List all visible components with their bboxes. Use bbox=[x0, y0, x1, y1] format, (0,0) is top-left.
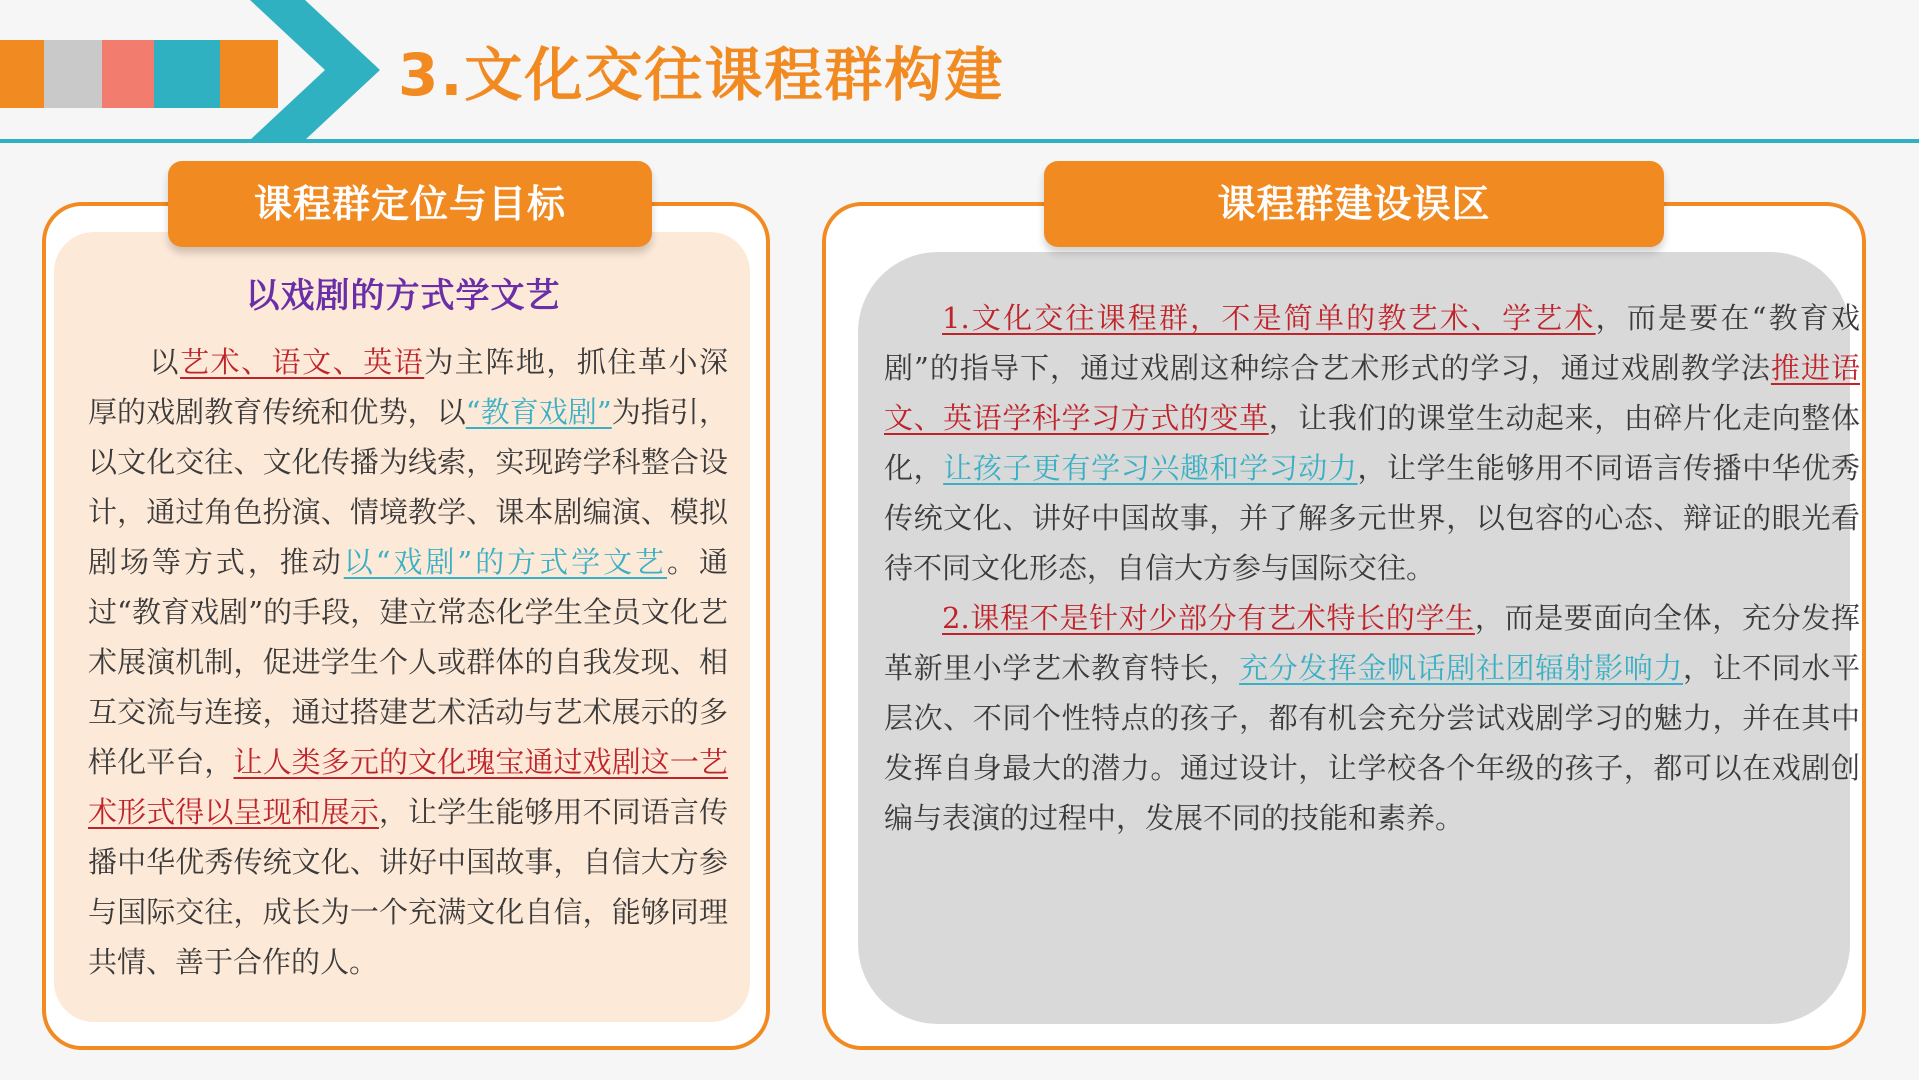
highlight-red: 艺术、语文、英语 bbox=[180, 345, 425, 379]
text-run: ，让不同水平层次、不同个性特点的孩子，都有机会充分尝试戏剧学习的魅力，并在其中发挥自身最大的潜力。通过设计，让学校各个年级的孩子，都可以在戏剧创编与表演的过程中，发展不同的技能和素养。 bbox=[884, 651, 1860, 835]
highlight-red: 2.课程不是针对少部分有艺术特长的学生 bbox=[942, 601, 1475, 635]
chevron-arrow-icon bbox=[250, 0, 390, 140]
right-panel-body bbox=[884, 293, 1860, 843]
text-run: 以 bbox=[148, 345, 181, 379]
left-panel-subtitle: 以戏剧的方式学文艺 bbox=[245, 276, 561, 316]
strip-salmon bbox=[102, 40, 154, 108]
highlight-red: 推进语文、英语学科学习方式的变革 bbox=[884, 351, 1860, 435]
strip-orange-1 bbox=[0, 40, 44, 108]
right-panel-header: 课程群建设误区 bbox=[1044, 161, 1664, 247]
strip-teal bbox=[154, 40, 220, 108]
color-strip bbox=[0, 40, 278, 108]
text-run: ，而是要在“教育戏剧”的指导下，通过戏剧这种综合艺术形式的学习，通过戏剧教学法 bbox=[884, 301, 1860, 385]
highlight-blue: 让孩子更有学习兴趣和学习动力 bbox=[943, 451, 1358, 485]
strip-gray bbox=[44, 40, 102, 108]
text-run: 为指引，以文化交往、文化传播为线索，实现跨学科整合设计，通过角色扮演、情境教学、课本剧编演、模拟剧场等方式，推动 bbox=[88, 395, 728, 579]
text-run: ，让学生能够用不同语言传播中华优秀传统文化、讲好中国故事，并了解多元世界，以包容的心态、辩证的眼光看待不同文化形态，自信大方参与国际交往。 bbox=[884, 451, 1860, 585]
text-run: 。通过“教育戏剧”的手段，建立常态化学生全员文化艺术展演机制，促进学生个人或群体的自我发现、相互交流与连接，通过搭建艺术活动与艺术展示的多样化平台， bbox=[88, 545, 728, 779]
text-run: 为主阵地，抓住革小深厚的戏剧教育传统和优势，以 bbox=[88, 345, 728, 429]
highlight-red: 1.文化交往课程群，不是简单的教艺术、学艺术 bbox=[942, 301, 1596, 335]
left-panel-header: 课程群定位与目标 bbox=[168, 161, 652, 247]
highlight-blue: 充分发挥金帆话剧社团辐射影响力 bbox=[1239, 651, 1683, 685]
header-divider bbox=[0, 139, 1919, 143]
highlight-red: 让人类多元的文化瑰宝通过戏剧这一艺术形式得以呈现和展示 bbox=[88, 745, 728, 829]
text-run: ，而是要面向全体，充分发挥革新里小学艺术教育特长， bbox=[884, 601, 1860, 685]
page-title: 3.文化交往课程群构建 bbox=[398, 41, 1005, 109]
misconception-paragraph-2 bbox=[884, 593, 1860, 843]
highlight-blue: “教育戏剧” bbox=[465, 395, 612, 429]
misconception-paragraph-1 bbox=[884, 293, 1860, 593]
text-run: ，让我们的课堂生动起来，由碎片化走向整体化， bbox=[884, 401, 1860, 485]
text-run: ，让学生能够用不同语言传播中华优秀传统文化、讲好中国故事，自信大方参与国际交往，成长为一个充满文化自信，能够同理共情、善于合作的人。 bbox=[88, 795, 728, 979]
highlight-blue: 以“戏剧”的方式学文艺 bbox=[343, 545, 668, 579]
left-panel-body bbox=[88, 337, 728, 987]
